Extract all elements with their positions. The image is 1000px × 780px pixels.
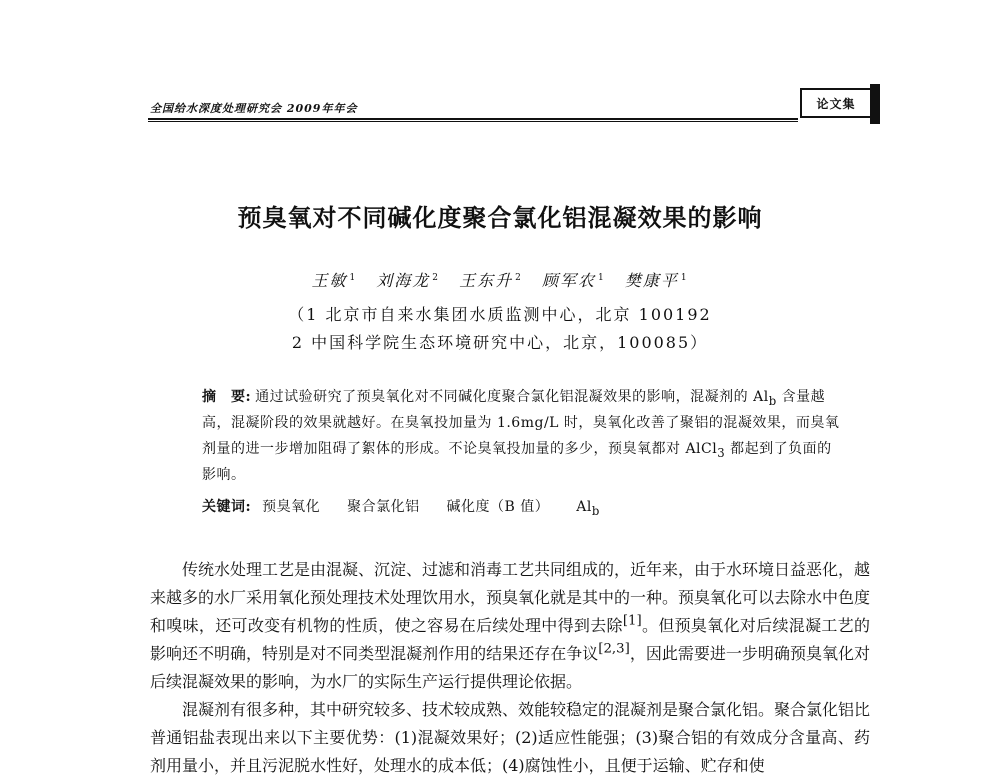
running-header: 全国给水深度处理研究会 2009年年会	[150, 102, 358, 115]
keyword: 聚合氯化铝	[347, 499, 420, 515]
author: 顾军农 $^1$	[541, 271, 606, 290]
keyword: 碱化度（B 值）	[446, 499, 550, 515]
citation: [1]	[622, 613, 642, 629]
author: 樊康平 $^1$	[624, 271, 689, 290]
author-list	[0, 268, 1000, 291]
paragraph-1: 传统水处理工艺是由混凝、沉淀、过滤和消毒工艺共同组成的，近年来，由于水环境日益恶化，越来越多的水厂采用氧化预处理技术处理饮用水，预臭氧化就是其中的一种。预臭氧化可以去除水中色度和嗅味，还可改变有机物的性质，使之容易在后续处理中得到去除[1]。但预臭氧化对后续混凝工艺的影响还不明确，特别是对不同类型混凝剂作用的结果还存在争议[2,3]，因此需要进一步明确预臭氧化对后续混凝效果的影响，为水厂的实际生产运行提供理论依据。	[150, 560, 871, 691]
keywords-label: 关键词:	[202, 499, 252, 515]
author: 刘海龙 $^2$	[376, 271, 441, 290]
body-text	[150, 556, 870, 780]
paragraph-2: 混凝剂有很多种，其中研究较多、技术较成熟、效能较稳定的混凝剂是聚合氯化铝。聚合氯化铝比普通铝盐表现出来以下主要优势：(1)混凝效果好；(2)适应性能强；(3)聚合铝的有效成分含量高、药剂用量小，并且污泥脱水性好，处理水的成本低；(4)腐蚀性小，且便于运输、贮存和使	[150, 700, 871, 775]
section-tag-bar	[870, 84, 880, 124]
abstract-label: 摘 要:	[202, 389, 252, 405]
header-rule	[148, 118, 798, 122]
affiliation-1: （1 北京市自来水集团水质监测中心，北京 100192	[288, 305, 712, 324]
affiliation-2: 2 中国科学院生态环境研究中心，北京，100085）	[291, 333, 709, 352]
abstract: 摘 要: 通过试验研究了预臭氧化对不同碱化度聚合氯化铝混凝效果的影响，混凝剂的 $Al_b$ 含量越高，混凝阶段的效果就越好。在臭氧投加量为 1.6mg/L 时，臭氧化改善了聚铝的混凝效果，而臭氧剂量的进一步增加阻碍了絮体的形成。不论臭氧投加量的多少，预臭氧都对 AlCl$_3$ 都起到了负面的影响。	[202, 389, 840, 483]
paper-title: 预臭氧对不同碱化度聚合氯化铝混凝效果的影响	[237, 204, 763, 232]
author: 王敏 $^1$	[311, 271, 358, 290]
keyword: $Al_b$	[576, 499, 600, 518]
citation: [2,3]	[598, 641, 630, 657]
keywords	[202, 496, 842, 516]
author: 王东升 $^2$	[459, 271, 523, 290]
section-tag: 论文集	[800, 88, 872, 118]
keyword: 预臭氧化	[262, 499, 321, 515]
